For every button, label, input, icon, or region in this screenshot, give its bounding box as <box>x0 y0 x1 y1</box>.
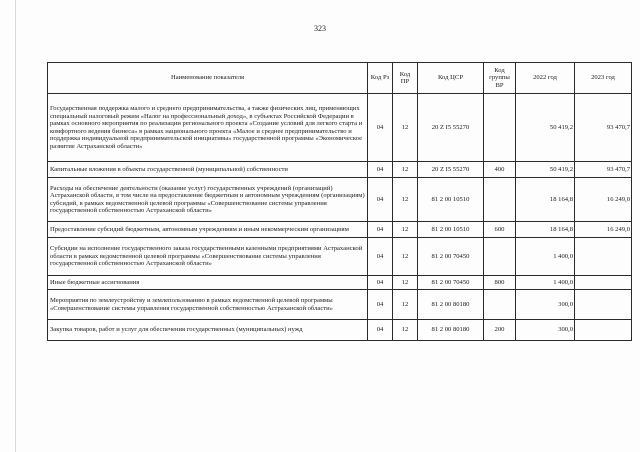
row-2022: 300,0 <box>516 320 575 341</box>
row-csr: 81 2 00 10510 <box>418 178 484 222</box>
row-2022: 1 400,0 <box>516 238 575 276</box>
header-vr: Код группы ВР <box>484 63 516 94</box>
table-row <box>48 178 632 222</box>
header-name: Наименование показателя <box>48 63 368 94</box>
row-2022: 18 164,8 <box>516 178 575 222</box>
row-2022: 50 419,2 <box>516 94 575 162</box>
header-2023: 2023 год <box>575 63 632 94</box>
row-rz: 04 <box>368 162 393 178</box>
table-row <box>48 276 632 290</box>
header-csr: Код ЦСР <box>418 63 484 94</box>
row-2023: 16 249,0 <box>575 178 632 222</box>
row-name: Иные бюджетные ассигнования <box>48 276 368 290</box>
row-2022: 300,0 <box>516 290 575 320</box>
row-csr: 20 Z I5 55270 <box>418 94 484 162</box>
row-vr: 600 <box>484 222 516 238</box>
row-2023: 93 470,7 <box>575 94 632 162</box>
table-row <box>48 290 632 320</box>
row-name: Капитальные вложения в объекты государственной (муниципальной) собственности <box>48 162 368 178</box>
row-vr <box>484 238 516 276</box>
row-pr: 12 <box>393 238 418 276</box>
budget-table <box>47 62 632 341</box>
table-row <box>48 162 632 178</box>
row-name: Мероприятия по землеустройству и землепользованию в рамках ведомственной целевой программы «Совершенствование системы управления государственной собственностью Астраханской области» <box>48 290 368 320</box>
row-2023 <box>575 238 632 276</box>
row-csr: 81 2 00 70450 <box>418 276 484 290</box>
row-csr: 81 2 00 80180 <box>418 290 484 320</box>
row-rz: 04 <box>368 276 393 290</box>
page-number: 323 <box>314 24 326 33</box>
row-rz: 04 <box>368 222 393 238</box>
scan-edge-line <box>15 0 16 452</box>
table-header-row <box>48 63 632 94</box>
row-pr: 12 <box>393 94 418 162</box>
row-name: Государственная поддержка малого и среднего предпринимательства, а также физических лиц, применяющих специальный налоговый режим «Налог на профессиональный доход», в субъектах Российской Федерации в рамках основного мероприятия по реализации регионального проекта «Создание условий для легкого старта и комфортного ведения бизнеса» в рамках национального проекта «Малое и среднее предпринимательство и поддержка индивидуальной предпринимательской инициативы» государственной программы «Экономическое развитие Астраханской области» <box>48 94 368 162</box>
row-vr: 400 <box>484 162 516 178</box>
row-vr <box>484 290 516 320</box>
table-row <box>48 320 632 341</box>
row-vr: 800 <box>484 276 516 290</box>
row-2023 <box>575 276 632 290</box>
row-2023 <box>575 290 632 320</box>
row-pr: 12 <box>393 162 418 178</box>
row-rz: 04 <box>368 320 393 341</box>
row-rz: 04 <box>368 94 393 162</box>
row-pr: 12 <box>393 320 418 341</box>
row-vr <box>484 178 516 222</box>
row-rz: 04 <box>368 238 393 276</box>
row-2023: 93 470,7 <box>575 162 632 178</box>
row-csr: 20 Z I5 55270 <box>418 162 484 178</box>
row-2023 <box>575 320 632 341</box>
row-2023: 16 249,0 <box>575 222 632 238</box>
row-2022: 50 419,2 <box>516 162 575 178</box>
row-csr: 81 2 00 70450 <box>418 238 484 276</box>
row-2022: 18 164,8 <box>516 222 575 238</box>
row-name: Расходы на обеспечение деятельности (оказание услуг) государственных учреждений (организаций) Астраханской области, в том числе на предоставление бюджетным и автономным учреждениям (организациям) субсидий, в рамках ведомственной целевой программы «Совершенствование системы управления государственной собственностью Астраханской области» <box>48 178 368 222</box>
row-vr: 200 <box>484 320 516 341</box>
row-vr <box>484 94 516 162</box>
row-pr: 12 <box>393 178 418 222</box>
row-csr: 81 2 00 80180 <box>418 320 484 341</box>
header-2022: 2022 год <box>516 63 575 94</box>
row-name: Закупка товаров, работ и услуг для обеспечения государственных (муниципальных) нужд <box>48 320 368 341</box>
row-csr: 81 2 00 10510 <box>418 222 484 238</box>
header-rz: Код Рз <box>368 63 393 94</box>
table-row <box>48 238 632 276</box>
row-pr: 12 <box>393 290 418 320</box>
row-rz: 04 <box>368 290 393 320</box>
row-name: Предоставление субсидий бюджетным, автономным учреждениям и иным некоммерческим организациям <box>48 222 368 238</box>
row-name: Субсидии на исполнение государственного заказа государственными казенными предприятиями Астраханской области в рамках ведомственной целевой программы «Совершенствование системы управления государственной собственностью Астраханской области» <box>48 238 368 276</box>
table-row <box>48 94 632 162</box>
row-pr: 12 <box>393 222 418 238</box>
row-2022: 1 400,0 <box>516 276 575 290</box>
row-pr: 12 <box>393 276 418 290</box>
table-row <box>48 222 632 238</box>
row-rz: 04 <box>368 178 393 222</box>
header-pr: Код ПР <box>393 63 418 94</box>
